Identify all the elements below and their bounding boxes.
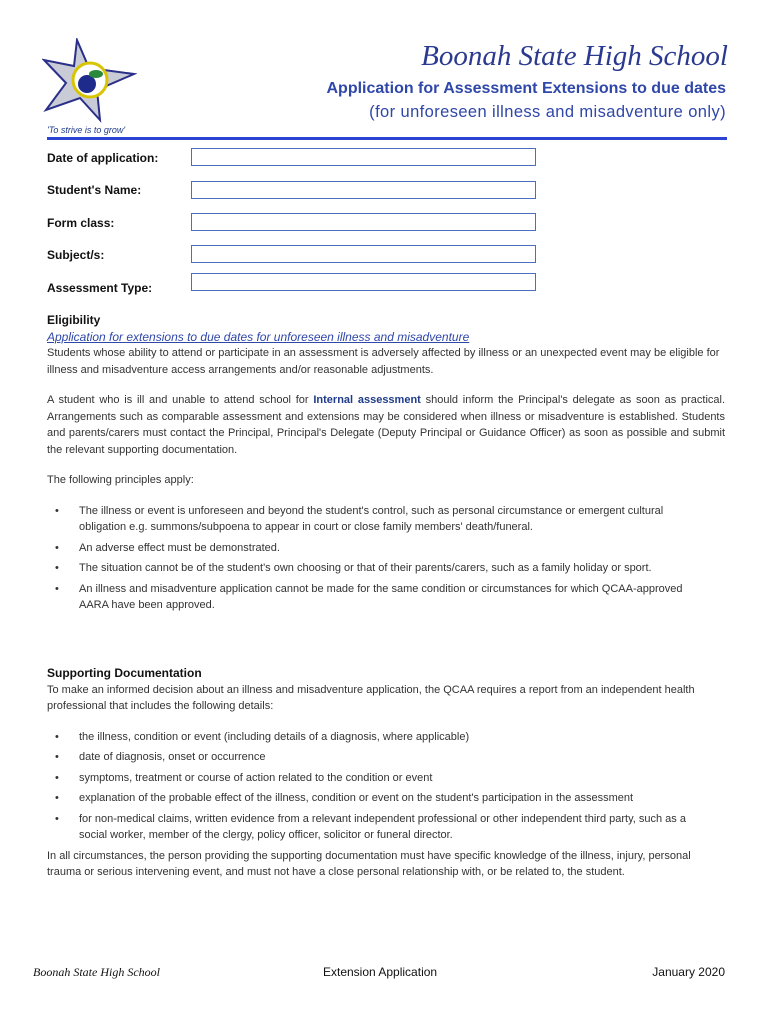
supporting-section: [47, 665, 725, 881]
footer-school: Boonah State High School: [33, 965, 160, 979]
assessment-type-field[interactable]: [191, 273, 536, 291]
list-item: • for non-medical claims, written evidence from a relevant independent professional or other independent third party, such as a social worker, member of the clergy, policy officer, solicitor or funeral director.: [47, 811, 695, 844]
details-list: [47, 729, 725, 844]
page-subtitle: (for unforeseen illness and misadventure only): [369, 103, 726, 121]
list-item: • The illness or event is unforeseen and beyond the student's control, such as personal circumstance or emergent cultural obligation e.g. summons/subpoena to appear in court or close family members' death/funeral.: [47, 503, 695, 536]
form-class-label: Form class:: [47, 216, 115, 230]
list-item: • An adverse effect must be demonstrated.: [47, 540, 695, 557]
date-label: Date of application:: [47, 151, 159, 165]
form-class-field[interactable]: [191, 213, 536, 231]
eligibility-heading: Eligibility: [47, 313, 101, 327]
list-item: • date of diagnosis, onset or occurrence: [47, 749, 695, 766]
eligibility-p2: [47, 392, 725, 458]
list-item: • The situation cannot be of the student's own choosing or that of their parents/carers, such as a family holiday or sport.: [47, 560, 695, 577]
internal-assessment-highlight: Internal assessment: [313, 394, 421, 406]
page-title: Application for Assessment Extensions to due dates: [326, 80, 726, 97]
school-name: Boonah State High School: [421, 40, 728, 72]
student-name-field[interactable]: [191, 181, 536, 199]
supporting-p2: In all circumstances, the person providing the supporting documentation must have specific knowledge of the illness, injury, personal trauma or serious intervening event, and must not have a close personal relationship with, or be related to, the student.: [47, 849, 691, 878]
list-item: • An illness and misadventure application cannot be made for the same condition or circumstances for which QCAA-approved AARA have been approved.: [47, 581, 695, 614]
footer-doc-title: Extension Application: [323, 965, 438, 979]
list-item: • the illness, condition or event (including details of a diagnosis, where applicable): [47, 729, 695, 746]
date-field[interactable]: [191, 148, 536, 166]
eligibility-subheading: Application for extensions to due dates for unforeseen illness and misadventure: [47, 329, 470, 344]
principles-list: [47, 503, 725, 614]
supporting-heading: Supporting Documentation: [47, 666, 202, 680]
eligibility-p3: The following principles apply:: [47, 474, 194, 486]
assessment-type-label: Assessment Type:: [47, 281, 153, 295]
list-item: • symptoms, treatment or course of action related to the condition or event: [47, 770, 695, 787]
eligibility-p1: Students whose ability to attend or participate in an assessment is adversely affected by illness or an unexpected event may be eligible for illness and misadventure access arrangements and/or reasonable adjustments.: [47, 347, 720, 376]
p2-text: A student who is ill and unable to attend school for: [47, 394, 314, 406]
supporting-p1: To make an informed decision about an illness and misadventure application, the QCAA requires a report from an independent health professional that includes the following details:: [47, 683, 695, 712]
list-item: • explanation of the probable effect of the illness, condition or event on the student's participation in the assessment: [47, 790, 695, 807]
student-name-label: Student's Name:: [47, 183, 142, 197]
p2-text-rest: should inform the Principal's delegate as soon as practical. Arrangements such as comparable assessment and extensions may be considered when illness or misadventure is established. Students and parents/carers must contact the Principal, Principal's Delegate (Deputy Principal or Guidance Officer) as soon as possible and submit the relevant supporting documentation.: [47, 394, 725, 456]
eligibility-section: [47, 312, 725, 618]
school-motto: 'To strive is to grow': [47, 125, 126, 135]
school-logo: [42, 38, 137, 123]
footer-date: January 2020: [652, 965, 725, 979]
header-divider: [47, 137, 727, 140]
subjects-label: Subject/s:: [47, 248, 105, 262]
subjects-field[interactable]: [191, 245, 536, 263]
